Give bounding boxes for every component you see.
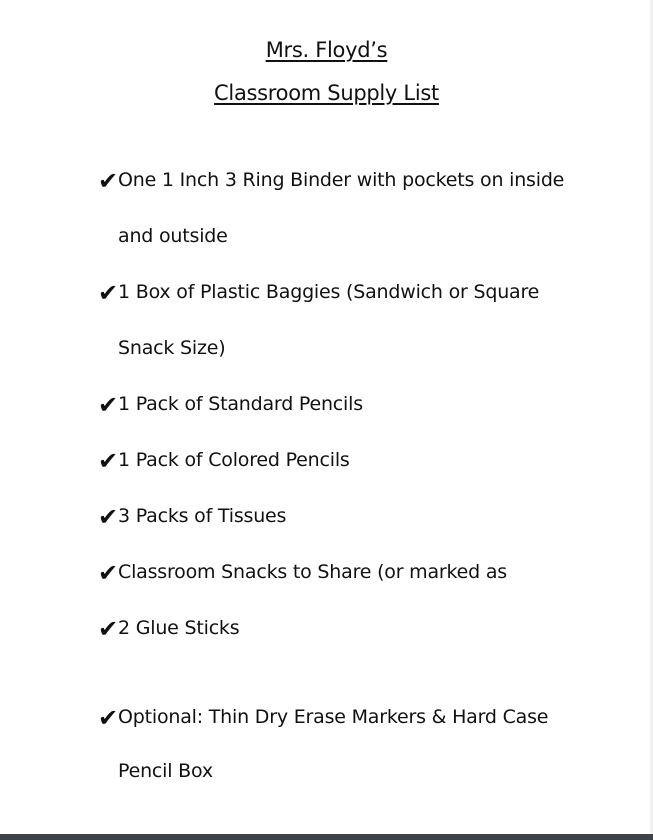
list-item-text: 1 Pack of Colored Pencils (118, 449, 350, 471)
list-item-text-continued: Pencil Box (118, 760, 213, 782)
list-item-text: One 1 Inch 3 Ring Binder with pockets on inside (118, 169, 565, 191)
checkmark-icon: ✔ (98, 447, 119, 475)
checkmark-icon: ✔ (98, 704, 119, 732)
bottom-border-bar (0, 834, 653, 840)
checkmark-icon: ✔ (98, 615, 119, 643)
teacher-name: Mrs. Floyd’s (265, 38, 388, 62)
list-item-text: 2 Glue Sticks (118, 617, 240, 639)
list-item-text: Optional: Thin Dry Erase Markers & Hard Case (118, 706, 549, 728)
list-item-text-continued: Snack Size) (118, 337, 226, 359)
list-item-text-continued: and outside (118, 225, 228, 247)
list-item-text: Classroom Snacks to Share (or marked as (118, 561, 508, 583)
list-item-text: 1 Pack of Standard Pencils (118, 393, 363, 415)
list-item-text: 1 Box of Plastic Baggies (Sandwich or Square (118, 281, 540, 303)
checkmark-icon: ✔ (98, 559, 119, 587)
checkmark-icon: ✔ (98, 279, 119, 307)
checkmark-icon: ✔ (98, 503, 119, 531)
page-title: Classroom Supply List (214, 81, 439, 105)
list-item-text: 3 Packs of Tissues (118, 505, 287, 527)
checkmark-icon: ✔ (98, 167, 119, 195)
checkmark-icon: ✔ (98, 391, 119, 419)
